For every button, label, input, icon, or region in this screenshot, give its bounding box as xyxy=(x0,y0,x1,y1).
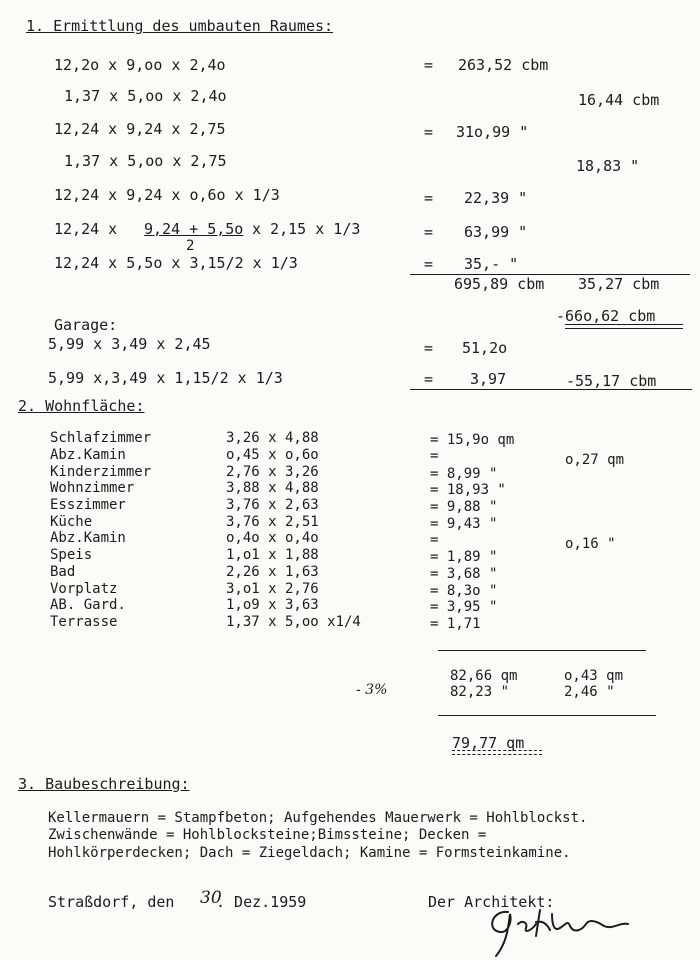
date-month-year: . Dez.1959 xyxy=(216,893,307,911)
place: Straßdorf, den xyxy=(48,893,175,911)
sum-rule-3 xyxy=(438,715,656,716)
date-day: 30 xyxy=(200,888,222,908)
eq-row-6: = xyxy=(424,223,434,241)
calc-row-6-denominator: 2 xyxy=(186,238,195,254)
room-name: Kinderzimmer xyxy=(50,464,152,480)
area-final: 79,77 qm xyxy=(452,734,525,752)
description-line-1: Kellermauern = Stampfbeton; Aufgehendes Mauerwerk = Hohlblockst. xyxy=(48,810,588,826)
garage-total: -55,17 cbm xyxy=(566,372,657,390)
calc-row-6-fraction: 9,24 + 5,5o xyxy=(144,220,244,238)
description-line-2: Zwischenwände = Hohlblocksteine;Bimssteine; Decken = xyxy=(48,827,487,843)
minus-three-percent: - 3% xyxy=(356,682,388,698)
room-name: Vorplatz xyxy=(50,581,118,597)
sum-rule-2 xyxy=(438,650,646,651)
room-value: = xyxy=(430,532,439,548)
room-dims: o,4o x o,4o xyxy=(226,530,319,546)
section-1-heading: 1. Ermittlung des umbauten Raumes: xyxy=(26,17,334,35)
section-2-heading: 2. Wohnfläche: xyxy=(18,397,145,415)
net-double-underline xyxy=(565,324,683,329)
area-sum-side: o,43 qm xyxy=(564,668,624,684)
architect-signature xyxy=(478,900,638,960)
value-row-5: 22,39 " xyxy=(464,189,528,207)
garage-calc-2: 5,99 x,3,49 x 1,15/2 x 1/3 xyxy=(48,369,283,387)
calc-row-4: 1,37 x 5,oo x 2,75 xyxy=(64,152,227,170)
section-3-heading: 3. Baubeschreibung: xyxy=(18,775,190,793)
section-1-net: -66o,62 cbm xyxy=(556,307,656,325)
room-dims: 2,26 x 1,63 xyxy=(226,564,319,580)
eq-row-5: = xyxy=(424,189,434,207)
calc-row-6c: x 2,15 x 1/3 xyxy=(243,220,361,238)
room-dims: 3,76 x 2,51 xyxy=(226,514,319,530)
room-value: = 8,99 " xyxy=(430,466,498,482)
room-value: = xyxy=(430,448,439,464)
room-value: = 1,71 xyxy=(430,616,481,632)
garage-eq-2: = xyxy=(424,370,434,388)
room-name: Bad xyxy=(50,564,76,580)
area-reduced: 82,23 " xyxy=(450,684,510,700)
room-dims: 3,76 x 2,63 xyxy=(226,497,319,513)
garage-value-2: 3,97 xyxy=(470,370,507,388)
room-name: Abz.Kamin xyxy=(50,447,126,463)
room-name: Abz.Kamin xyxy=(50,530,126,546)
room-side: o,16 " xyxy=(565,536,616,552)
value-row-6: 63,99 " xyxy=(464,223,528,241)
eq-row-7: = xyxy=(424,255,434,273)
room-value: = 9,43 " xyxy=(430,516,498,532)
room-value: = 9,88 " xyxy=(430,499,498,515)
value-row-1: 263,52 cbm xyxy=(458,56,549,74)
room-value: = 3,95 " xyxy=(430,599,498,615)
garage-label: Garage: xyxy=(54,316,118,334)
room-name: Küche xyxy=(50,514,93,530)
area-reduced-side: 2,46 " xyxy=(564,684,615,700)
final-double-underline xyxy=(452,750,542,755)
calc-row-1: 12,2o x 9,oo x 2,4o xyxy=(54,56,226,74)
side-row-2: 16,44 cbm xyxy=(578,91,660,109)
calc-row-2: 1,37 x 5,oo x 2,4o xyxy=(64,87,227,105)
room-name: Schlafzimmer xyxy=(50,430,152,446)
room-value: = 8,3o " xyxy=(430,583,498,599)
room-dims: o,45 x o,6o xyxy=(226,447,319,463)
room-value: = 18,93 " xyxy=(430,482,506,498)
room-value: = 3,68 " xyxy=(430,566,498,582)
room-name: AB. Gard. xyxy=(50,597,126,613)
calc-row-3: 12,24 x 9,24 x 2,75 xyxy=(54,120,226,138)
calc-row-7: 12,24 x 5,5o x 3,15/2 x 1/3 xyxy=(54,254,298,272)
room-dims: 3,26 x 4,88 xyxy=(226,430,319,446)
architect-label: Der Architekt: xyxy=(428,893,555,911)
room-dims: 1,37 x 5,oo x1/4 xyxy=(226,614,361,630)
room-dims: 1,o1 x 1,88 xyxy=(226,547,319,563)
room-dims: 3,88 x 4,88 xyxy=(226,480,319,496)
room-value: = 1,89 " xyxy=(430,549,498,565)
room-name: Speis xyxy=(50,547,93,563)
garage-rule xyxy=(410,389,692,390)
room-dims: 2,76 x 3,26 xyxy=(226,464,319,480)
room-name: Esszimmer xyxy=(50,497,126,513)
garage-value-1: 51,2o xyxy=(462,339,508,357)
room-dims: 3,o1 x 2,76 xyxy=(226,581,319,597)
eq-row-1: = xyxy=(424,56,434,74)
value-row-7: 35,- " xyxy=(464,255,519,273)
calc-row-6a: 12,24 x xyxy=(54,220,127,238)
eq-row-3: = xyxy=(424,123,434,141)
description-line-3: Hohlkörperdecken; Dach = Ziegeldach; Kamine = Formsteinkamine. xyxy=(48,845,571,861)
calc-row-5: 12,24 x 9,24 x o,6o x 1/3 xyxy=(54,186,280,204)
side-row-4: 18,83 " xyxy=(576,157,640,175)
area-sum: 82,66 qm xyxy=(450,668,518,684)
room-side: o,27 qm xyxy=(565,452,625,468)
section-1-total: 695,89 cbm xyxy=(454,275,545,293)
room-name: Wohnzimmer xyxy=(50,480,135,496)
room-name: Terrasse xyxy=(50,614,118,630)
value-row-3: 31o,99 " xyxy=(456,123,529,141)
garage-calc-1: 5,99 x 3,49 x 2,45 xyxy=(48,335,211,353)
room-value: = 15,9o qm xyxy=(430,432,515,448)
section-1-total-side: 35,27 cbm xyxy=(578,275,660,293)
room-dims: 1,o9 x 3,63 xyxy=(226,597,319,613)
garage-eq-1: = xyxy=(424,339,434,357)
